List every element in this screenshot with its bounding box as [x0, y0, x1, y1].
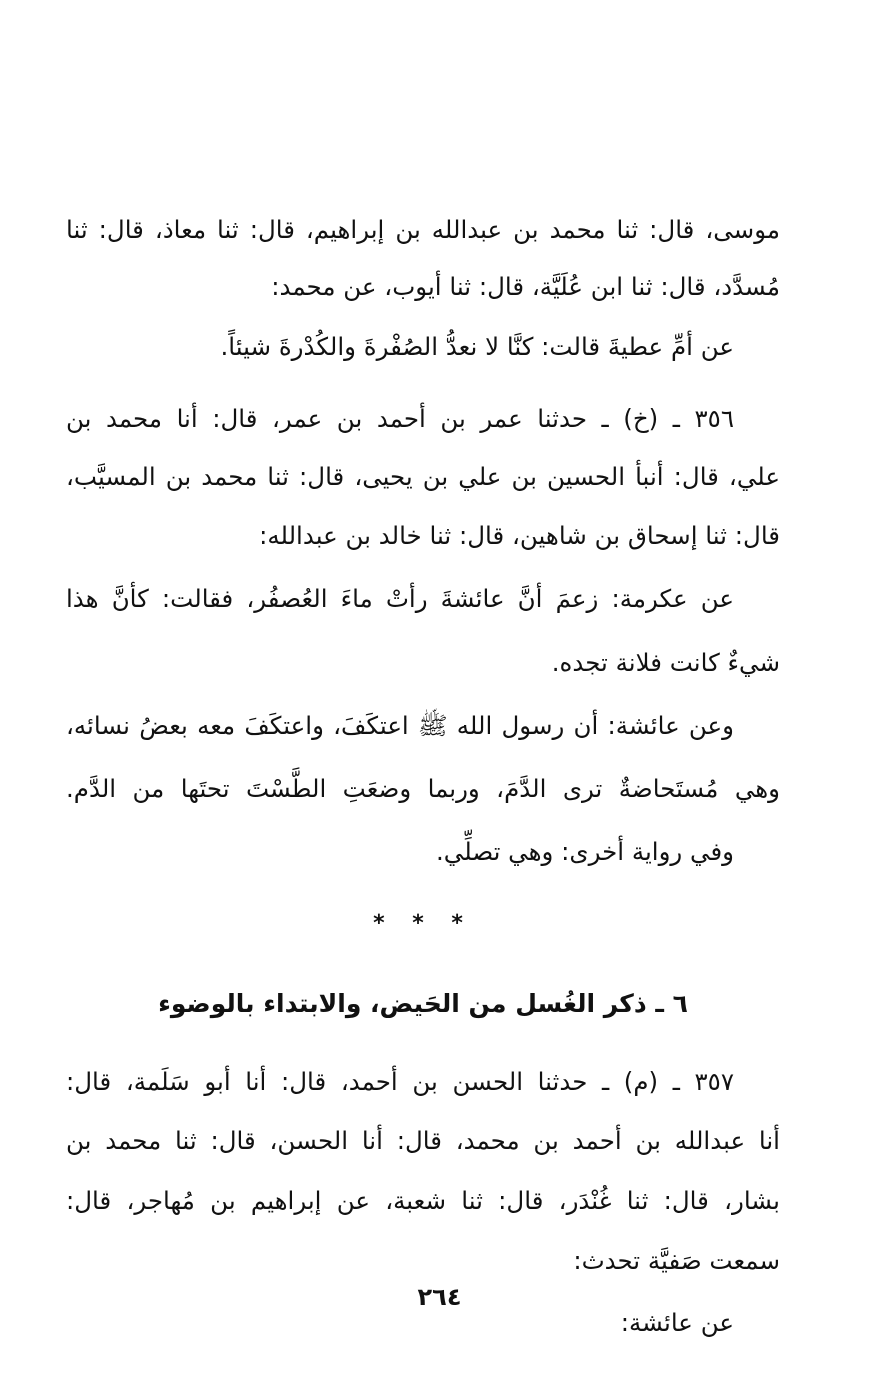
text-line-8: شيءٌ كانت فلانة تجده. — [551, 648, 780, 677]
text-line-9: وعن عائشة: أن رسول الله ﷺ اعتكَفَ، واعتكَفَ معه بعضُ نسائه، — [66, 711, 734, 740]
hadith-357-line-2: أنا عبدالله بن أحمد بن محمد، قال: أنا الحسن، قال: ثنا محمد بن — [66, 1126, 780, 1155]
text-line-10: وهي مُستَحاضةٌ ترى الدَّمَ، وربما وضعَتِ الطَّسْتَ تحتَها من الدَّم. — [66, 774, 780, 803]
hadith-357-line-3: بشار، قال: ثنا غُنْدَر، قال: ثنا شعبة، عن إبراهيم بن مُهاجر، قال: — [66, 1186, 780, 1215]
hadith-357-line-1: ٣٥٧ ـ (م) ـ حدثنا الحسن بن أحمد، قال: أنا أبو سَلَمة، قال: — [66, 1067, 734, 1096]
text-line-11: وفي رواية أخرى: وهي تصلِّي. — [436, 837, 734, 866]
chapter-heading: ٦ ـ ذكر الغُسل من الحَيض، والابتداء بالوضوء — [158, 989, 688, 1018]
text-line-2: مُسدَّد، قال: ثنا ابن عُلَيَّة، قال: ثنا أيوب، عن محمد: — [271, 272, 780, 301]
hadith-356-line-3: قال: ثنا إسحاق بن شاهين، قال: ثنا خالد بن عبدالله: — [259, 521, 780, 550]
page-number: ٢٦٤ — [417, 1283, 462, 1311]
text-line-3: عن أمِّ عطيةَ قالت: كنَّا لا نعدُّ الصُفْرةَ والكُدْرةَ شيئاً. — [220, 332, 734, 361]
hadith-356-line-1: ٣٥٦ ـ (خ) ـ حدثنا عمر بن أحمد بن عمر، قال: أنا محمد بن — [66, 404, 734, 433]
text-line-7: عن عكرمة: زعمَ أنَّ عائشةَ رأتْ ماءَ العُصفُر، فقالت: كأنَّ هذا — [66, 584, 734, 613]
hadith-357-line-4: سمعت صَفيَّة تحدث: — [573, 1246, 780, 1275]
page-text — [66, 100, 780, 1340]
section-separator: * * * — [373, 911, 473, 936]
hadith-357-line-5: عن عائشة: — [620, 1308, 734, 1337]
text-line-1: موسى، قال: ثنا محمد بن عبدالله بن إبراهيم، قال: ثنا معاذ، قال: ثنا — [66, 215, 780, 244]
hadith-356-line-2: علي، قال: أنبأ الحسين بن علي بن يحيى، قال: ثنا محمد بن المسيَّب، — [66, 462, 780, 491]
